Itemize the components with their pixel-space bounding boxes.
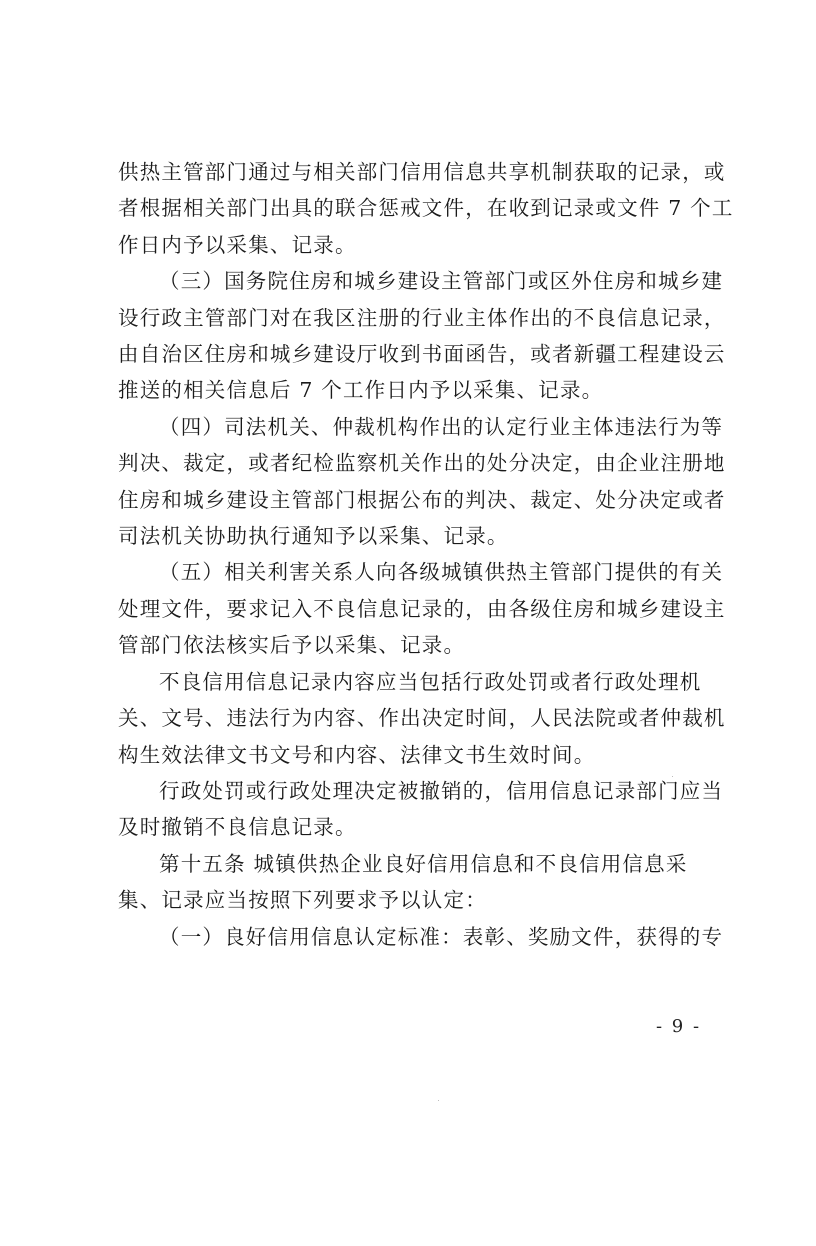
text-line: 设行政主管部门对在我区注册的行业主体作出的不良信息记录， bbox=[118, 305, 726, 330]
text-line: 作日内予以采集、记录。 bbox=[118, 232, 357, 257]
paragraph-item-4 bbox=[118, 409, 726, 555]
paragraph-item-5 bbox=[118, 554, 726, 663]
text-line: 及时撤销不良信息记录。 bbox=[118, 815, 357, 840]
text-line: 行政处罚或行政处理决定被撤销的，信用信息记录部门应当 bbox=[159, 778, 724, 803]
text-line: 判决、裁定，或者纪检监察机关作出的处分决定，由企业注册地 bbox=[118, 451, 726, 476]
paragraph-item-3 bbox=[118, 263, 726, 409]
text-line: 供热主管部门通过与相关部门信用信息共享机制获取的记录，或 bbox=[118, 160, 726, 184]
body-text bbox=[118, 154, 734, 955]
text-line: 者根据相关部门出具的联合惩戒文件，在收到记录或文件 7 个工 bbox=[118, 196, 734, 221]
text-line: 构生效法律文书文号和内容、法律文书生效时间。 bbox=[118, 742, 596, 767]
text-line: 不良信用信息记录内容应当包括行政处罚或者行政处理机 bbox=[159, 669, 702, 694]
text-line: （五）相关利害关系人向各级城镇供热主管部门提供的有关 bbox=[159, 560, 724, 585]
paragraph-revocation bbox=[118, 773, 724, 846]
text-line: （一）良好信用信息认定标准：表彰、奖励文件，获得的专 bbox=[159, 924, 724, 949]
text-line: 推送的相关信息后 7 个工作日内予以采集、记录。 bbox=[118, 378, 604, 403]
paragraph-article-15 bbox=[118, 846, 708, 919]
text-line: 处理文件，要求记入不良信息记录的，由各级住房和城乡建设主 bbox=[118, 596, 726, 621]
text-line: 住房和城乡建设主管部门根据公布的判决、裁定、处分决定或者 bbox=[118, 487, 726, 512]
text-line: （三）国务院住房和城乡建设主管部门或区外住房和城乡建 bbox=[159, 269, 724, 294]
page-number: - 9 - bbox=[656, 1016, 702, 1037]
text-line: 由自治区住房和城乡建设厅收到书面函告，或者新疆工程建设云 bbox=[118, 342, 726, 367]
text-line: （四）司法机关、仲裁机构作出的认定行业主体违法行为等 bbox=[159, 414, 724, 439]
text-line: 第十五条 城镇供热企业良好信用信息和不良信用信息采 bbox=[159, 851, 688, 876]
scan-speck bbox=[672, 776, 673, 777]
scan-speck bbox=[438, 1100, 439, 1101]
text-line: 管部门依法核实后予以采集、记录。 bbox=[118, 633, 466, 658]
paragraph-record-content bbox=[118, 664, 726, 773]
text-line: 关、文号、违法行为内容、作出决定时间，人民法院或者仲裁机 bbox=[118, 706, 726, 731]
text-line: 集、记录应当按照下列要求予以认定： bbox=[118, 888, 487, 913]
text-line: 司法机关协助执行通知予以采集、记录。 bbox=[118, 524, 509, 549]
paragraph-item-1 bbox=[118, 919, 724, 955]
paragraph-continuation bbox=[118, 154, 734, 263]
